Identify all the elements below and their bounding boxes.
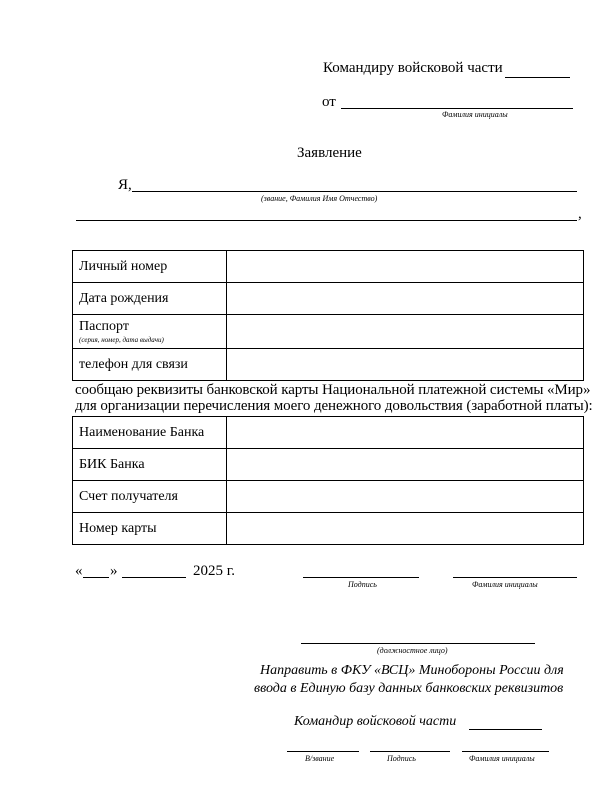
commander-rank-caption: В/звание — [305, 754, 335, 763]
card-number-input[interactable] — [227, 513, 584, 545]
table-row — [73, 481, 584, 513]
bank-name-input[interactable] — [227, 417, 584, 449]
row-label: Личный номер — [73, 251, 227, 283]
year-text: 2025 г. — [193, 563, 235, 579]
passport-caption: (серия, номер, дата выдачи) — [79, 336, 164, 344]
table-row — [73, 251, 584, 283]
birth-date-input[interactable] — [227, 283, 584, 315]
table-row — [73, 513, 584, 545]
table-row — [73, 349, 584, 381]
from-name-field[interactable] — [341, 108, 573, 109]
passport-input[interactable] — [227, 315, 584, 349]
signature-caption: Подпись — [348, 580, 377, 589]
applicant-prefix: Я, — [118, 177, 132, 193]
from-label: от — [322, 94, 336, 110]
instruction-line2: ввода в Единую базу данных банковских реквизитов — [254, 681, 564, 696]
row-label: телефон для связи — [73, 349, 227, 381]
bik-input[interactable] — [227, 449, 584, 481]
instruction-line1: Направить в ФКУ «ВСЦ» Минобороны России для — [260, 663, 564, 678]
signer-name-field[interactable] — [453, 577, 577, 578]
month-field[interactable] — [122, 577, 186, 578]
applicant-name-field-2[interactable] — [76, 220, 577, 221]
close-quote: » — [110, 563, 118, 579]
row-label: БИК Банка — [73, 449, 227, 481]
commander-name-caption: Фамилия инициалы — [469, 754, 535, 763]
phone-input[interactable] — [227, 349, 584, 381]
commander-name-field[interactable] — [462, 751, 549, 752]
passport-cell — [73, 315, 227, 349]
personal-number-input[interactable] — [227, 251, 584, 283]
body-text-line1: сообщаю реквизиты банковской карты Национальной платежной системы «Мир» — [75, 382, 591, 398]
commander-rank-field[interactable] — [287, 751, 359, 752]
row-label: Номер карты — [73, 513, 227, 545]
commander-unit-field[interactable] — [469, 729, 542, 730]
row-label: Наименование Банка — [73, 417, 227, 449]
official-position-field[interactable] — [301, 643, 535, 644]
day-field[interactable] — [83, 577, 109, 578]
personal-info-table — [72, 250, 584, 381]
commander-signature-caption: Подпись — [387, 754, 416, 763]
bank-info-table — [72, 416, 584, 545]
signer-name-caption: Фамилия инициалы — [472, 580, 538, 589]
document-title: Заявление — [297, 145, 362, 161]
table-row — [73, 315, 584, 349]
commander-text: Командир войсковой части — [294, 714, 457, 729]
row-label: Счет получателя — [73, 481, 227, 513]
applicant-name-field[interactable] — [132, 191, 577, 192]
addressee-text: Командиру войсковой части — [323, 60, 503, 76]
table-row — [73, 283, 584, 315]
row-label: Дата рождения — [73, 283, 227, 315]
applicant-comma: , — [578, 206, 582, 222]
body-text-line2: для организации перечисления моего денежного довольствия (заработной платы): — [75, 398, 593, 414]
from-caption: Фамилия инициалы — [442, 110, 508, 119]
applicant-caption: (звание, Фамилия Имя Отчество) — [261, 194, 378, 203]
table-row — [73, 417, 584, 449]
unit-number-field[interactable] — [505, 77, 570, 78]
open-quote: « — [75, 563, 83, 579]
account-input[interactable] — [227, 481, 584, 513]
addressee-line — [323, 60, 503, 77]
commander-signature-field[interactable] — [370, 751, 450, 752]
official-position-caption: (должностное лицо) — [377, 646, 448, 655]
table-row — [73, 449, 584, 481]
row-label: Паспорт — [79, 319, 129, 334]
signature-field[interactable] — [303, 577, 419, 578]
